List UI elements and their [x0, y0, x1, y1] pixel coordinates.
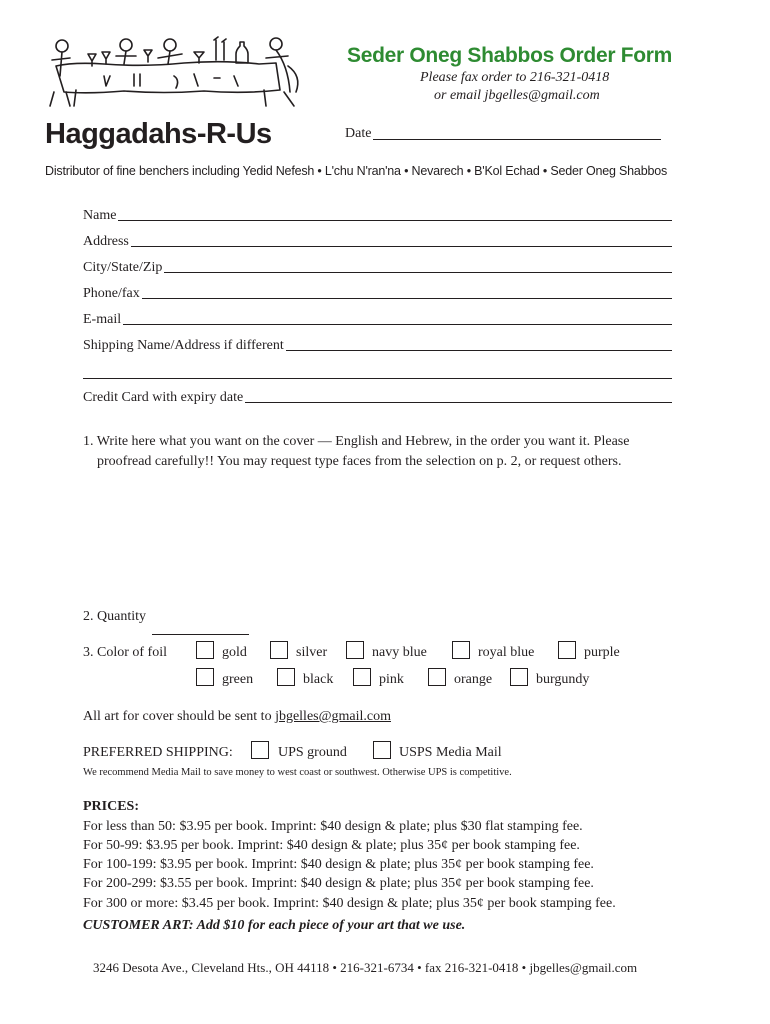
- credit-card-label: Credit Card with expiry date: [83, 390, 244, 405]
- option-pink: pink: [379, 672, 404, 687]
- prices-heading: PRICES:: [83, 799, 140, 814]
- checkbox-purple[interactable]: [558, 641, 576, 659]
- cover-instructions-2: proofread carefully!! You may request type faces from the selection on p. 2, or request others.: [97, 454, 622, 469]
- quantity-field[interactable]: [152, 634, 249, 635]
- option-purple: purple: [584, 645, 620, 660]
- checkbox-royal-blue[interactable]: [452, 641, 470, 659]
- shipping-address-label: Shipping Name/Address if different: [83, 338, 284, 353]
- credit-card-row: [83, 388, 672, 406]
- seder-table-illustration: [44, 36, 306, 108]
- checkbox-black[interactable]: [277, 668, 295, 686]
- distributor-line: Distributor of fine benchers including Yedid Nefesh • L'chu N'ran'na • Nevarech • B'Kol Echad • Seder Oneg Shabbos: [45, 164, 667, 178]
- date-field[interactable]: [373, 139, 661, 140]
- name-field[interactable]: [118, 220, 672, 221]
- price-line: For 100-199: $3.95 per book. Imprint: $40 design & plate; plus 35¢ per book stamping fee.: [83, 857, 594, 872]
- checkbox-gold[interactable]: [196, 641, 214, 659]
- foil-label: 3. Color of foil: [83, 645, 167, 660]
- city-field[interactable]: [164, 272, 672, 273]
- phone-label: Phone/fax: [83, 286, 140, 301]
- form-title: Seder Oneg Shabbos Order Form: [347, 44, 673, 67]
- price-line: For 300 or more: $3.45 per book. Imprint: $40 design & plate; plus 35¢ per book stamping fee.: [83, 896, 616, 911]
- checkbox-ups-ground[interactable]: [251, 741, 269, 759]
- date-label: Date: [345, 126, 372, 141]
- option-royal-blue: royal blue: [478, 645, 535, 660]
- phone-field[interactable]: [142, 298, 672, 299]
- footer-contact: 3246 Desota Ave., Cleveland Hts., OH 44118 • 216-321-6734 • fax 216-321-0418 • jbgelles@gmail.com: [93, 960, 638, 975]
- option-black: black: [303, 672, 334, 687]
- checkbox-silver[interactable]: [270, 641, 288, 659]
- checkbox-burgundy[interactable]: [510, 668, 528, 686]
- address-label: Address: [83, 234, 129, 249]
- art-email-link[interactable]: jbgelles@gmail.com: [275, 709, 391, 724]
- art-note-text: All art for cover should be sent to: [83, 709, 276, 724]
- address-row: [83, 232, 672, 250]
- option-usps-media-mail: USPS Media Mail: [399, 745, 502, 760]
- cover-instructions-1: 1. Write here what you want on the cover — English and Hebrew, in the order you want it. Please: [83, 434, 630, 449]
- checkbox-orange[interactable]: [428, 668, 446, 686]
- option-green: green: [222, 672, 254, 687]
- option-orange: orange: [454, 672, 493, 687]
- email-row: [83, 310, 672, 328]
- price-line: For less than 50: $3.95 per book. Imprint: $40 design & plate; plus $30 flat stamping fee.: [83, 819, 583, 834]
- address-field[interactable]: [131, 246, 672, 247]
- price-line: For 50-99: $3.95 per book. Imprint: $40 design & plate; plus 35¢ per book stamping fee.: [83, 838, 580, 853]
- option-navy-blue: navy blue: [372, 645, 427, 660]
- name-row: [83, 206, 672, 224]
- option-gold: gold: [222, 645, 247, 660]
- customer-art-note: CUSTOMER ART: Add $10 for each piece of your art that we use.: [83, 918, 466, 933]
- checkbox-navy-blue[interactable]: [346, 641, 364, 659]
- option-burgundy: burgundy: [536, 672, 590, 687]
- shipping-address-field[interactable]: [286, 350, 672, 351]
- email-label: E-mail: [83, 312, 122, 327]
- option-ups-ground: UPS ground: [278, 745, 347, 760]
- brand-name: Haggadahs-R-Us: [45, 118, 272, 150]
- credit-card-field[interactable]: [245, 402, 672, 403]
- fax-note: Please fax order to 216-321-0418: [420, 70, 610, 85]
- art-note: [83, 709, 391, 725]
- shipping-address-field-2[interactable]: [83, 378, 672, 379]
- phone-row: [83, 284, 672, 302]
- shipping-note: We recommend Media Mail to save money to west coast or southwest. Otherwise UPS is competitive.: [83, 767, 512, 778]
- option-silver: silver: [296, 645, 328, 660]
- checkbox-usps-media-mail[interactable]: [373, 741, 391, 759]
- shipping-address-row: [83, 336, 672, 354]
- price-line: For 200-299: $3.55 per book. Imprint: $40 design & plate; plus 35¢ per book stamping fee.: [83, 876, 594, 891]
- city-label: City/State/Zip: [83, 260, 163, 275]
- shipping-pref-label: PREFERRED SHIPPING:: [83, 745, 233, 760]
- checkbox-pink[interactable]: [353, 668, 371, 686]
- quantity-label: 2. Quantity: [83, 609, 146, 624]
- name-label: Name: [83, 208, 117, 223]
- city-row: [83, 258, 672, 276]
- email-note: or email jbgelles@gmail.com: [434, 88, 600, 103]
- checkbox-green[interactable]: [196, 668, 214, 686]
- cover-text-area[interactable]: [83, 476, 672, 600]
- email-field[interactable]: [123, 324, 672, 325]
